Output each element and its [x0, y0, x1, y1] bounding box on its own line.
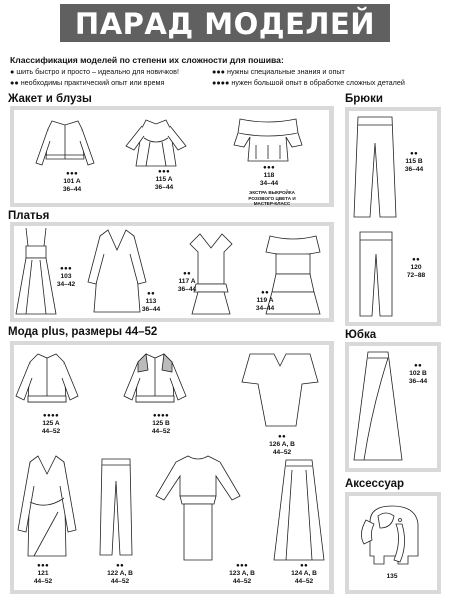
model-125b-label: ●●●● 125 B 44–52: [151, 412, 171, 435]
trousers-115b-sketch: [352, 113, 398, 221]
elephant-135-sketch: [356, 500, 432, 574]
trousers-120-sketch: [354, 228, 398, 320]
model-102b-label: ●● 102 B 36–44: [408, 362, 428, 385]
section-skirt-title: Юбка: [345, 329, 377, 341]
section-jackets-title: Жакет и блузы: [8, 93, 92, 105]
jacket-125b-sketch: [122, 350, 188, 412]
model-122-label: ●● 122 A, B 44–52: [107, 562, 133, 585]
model-124-label: ●● 124 A, B 44–52: [291, 562, 317, 585]
blouse-118-sketch: [232, 111, 304, 163]
section-dresses-title: Платья: [8, 210, 50, 222]
model-115b-label: ●● 115 B 36–44: [404, 150, 424, 173]
dress-123-sketch: [154, 452, 242, 564]
model-113-label: ●● 113 36–44: [141, 290, 161, 313]
section-accessory-title: Аксессуар: [345, 478, 405, 490]
skirt-102b-sketch: [352, 348, 404, 466]
model-103-label: ●●● 103 34–42: [56, 265, 76, 288]
title-bar: [60, 4, 390, 42]
model-115a-label: ●●● 115 A 36–44: [154, 168, 174, 191]
model-118-note: ЭКСТРА ВЫКРОЙКА РОЗОВОГО ЦВЕТА И МАСТЕР-КЛАСС: [248, 190, 296, 206]
model-101-label: ●●● 101 A 36–44: [62, 170, 82, 193]
jacket-125a-sketch: [14, 350, 80, 412]
model-123-label: ●●● 123 A, B 44–52: [229, 562, 255, 585]
model-120-label: ●● 120 72–88: [406, 256, 426, 279]
model-119a-label: ●● 119 A 34–44: [255, 289, 275, 312]
model-135-label: 135: [386, 573, 398, 580]
model-126-label: ●● 126 A, B 44–52: [269, 433, 295, 456]
page-title: ПАРАД МОДЕЛЕЙ: [74, 7, 376, 41]
model-117a-label: ●● 117 A 36–44: [177, 270, 197, 293]
trousers-122-sketch: [96, 455, 136, 560]
section-plus-title: Мода plus, размеры 44–52: [8, 326, 158, 338]
dress-121-sketch: [14, 452, 80, 562]
skirt-124-sketch: [272, 456, 328, 566]
legend-title: Классификация моделей по степени их сложности для пошива:: [10, 55, 284, 65]
legend-item-1: ● шить быстро и просто – идеально для новичков!: [10, 67, 179, 76]
model-118-label: ●●● 118 34–44: [259, 164, 279, 187]
legend-item-3: ●●● нужны специальные знания и опыт: [212, 67, 345, 76]
blouse-115-sketch: [120, 112, 192, 174]
poncho-126-sketch: [236, 350, 324, 432]
model-121-label: ●●● 121 44–52: [33, 562, 53, 585]
legend-item-4: ●●●● нужен большой опыт в обработке сложных деталей: [212, 78, 405, 87]
section-trousers-title: Брюки: [345, 93, 383, 105]
model-125a-label: ●●●● 125 A 44–52: [41, 412, 61, 435]
legend-item-2: ●● необходимы практический опыт или время: [10, 78, 165, 87]
jacket-101-sketch: [30, 115, 100, 177]
